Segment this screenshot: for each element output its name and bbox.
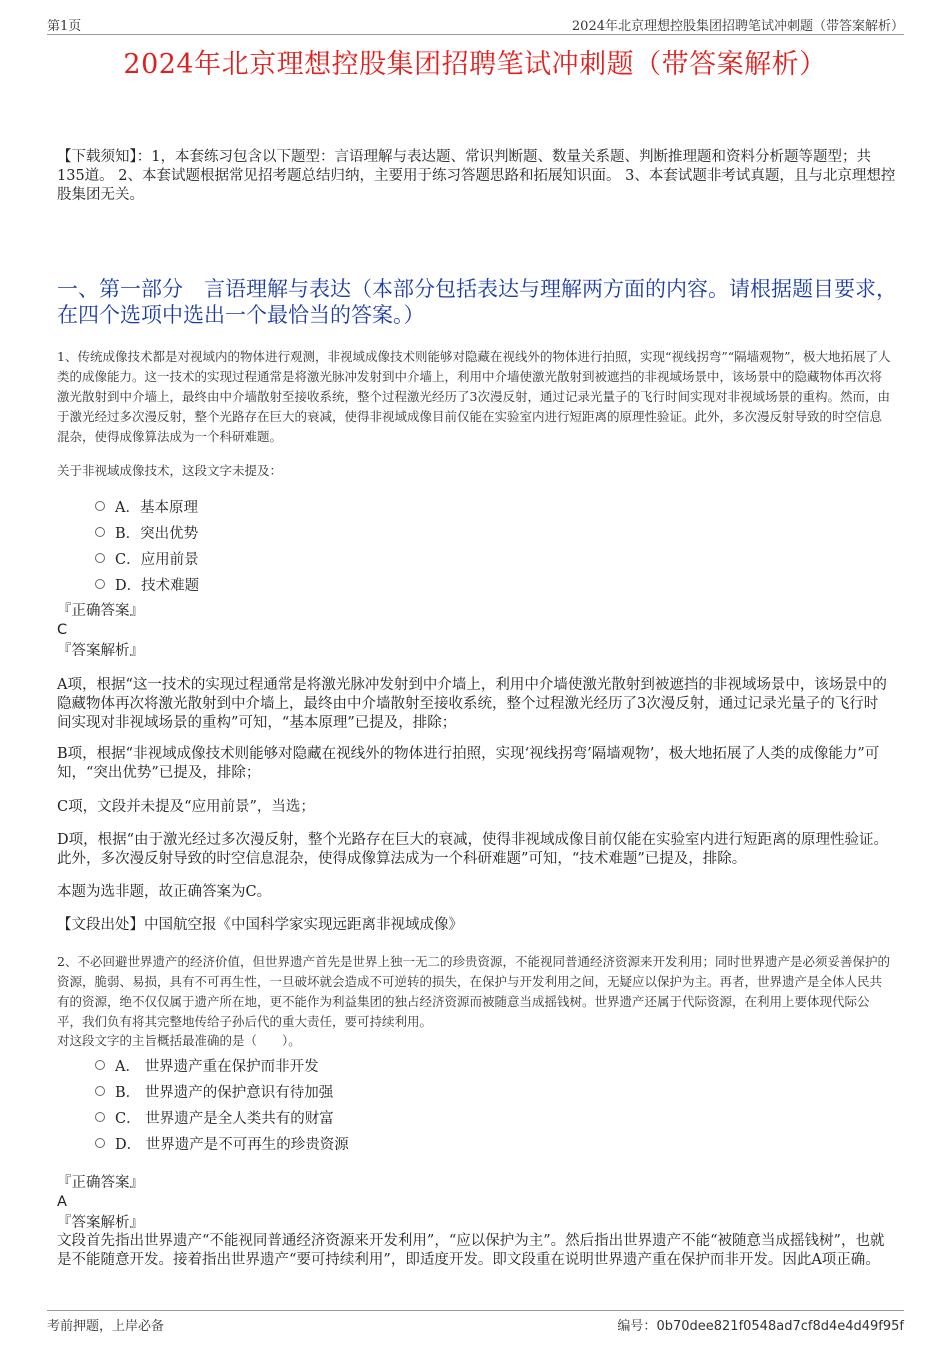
radio-icon[interactable]: [95, 1138, 105, 1148]
radio-icon[interactable]: [95, 1112, 105, 1122]
question-1-option-c[interactable]: [95, 546, 495, 572]
question-2-analysis-label: 『答案解析』: [57, 1215, 144, 1231]
question-1-option-d[interactable]: [95, 572, 495, 598]
question-2-option-d[interactable]: [95, 1131, 495, 1157]
question-1-answer-label: 『正确答案』: [57, 603, 144, 619]
code-label: 编号：: [617, 1319, 657, 1334]
radio-icon[interactable]: [95, 527, 105, 537]
footer-code: [617, 1315, 904, 1334]
question-1-passage: 1、传统成像技术都是对视域内的物体进行观测，非视域成像技术则能够对隐藏在视线外的物体进行拍照，实现“视线拐弯”“隔墙观物”，极大地拓展了人类的成像能力。这一技术的实现过程通常是将激光脉冲发射到中介墙上，利用中介墙使激光散射到被遮挡的非视域场景中，该场景中的隐藏物体再次将激光散射到中介墙上，最终由中介墙散射至接收系统，整个过程激光经历了3次漫反射，通过记录光量子的飞行时间实现对非视域场景的重构。然而，由于激光经过多次漫反射，整个光路存在巨大的衰减，使得非视域成像目前仅能在实验室内进行短距离的原理性验证。此外，多次漫反射导致的时空信息混杂，使得成像算法成为一个科研难题。: [57, 349, 891, 444]
radio-icon[interactable]: [95, 553, 105, 563]
code-value: 0b70dee821f0548ad7cf8d4e4d49f95f: [656, 1319, 904, 1334]
question-1-option-b[interactable]: [95, 520, 495, 546]
option-label: A．基本原理: [115, 500, 198, 516]
question-2-passage: 2、不必回避世界遗产的经济价值，但世界遗产首先是世界上独一无二的珍贵资源，不能视同普通经济资源来开发利用；同时世界遗产是必须妥善保护的资源，脆弱、易损，具有不可再生性，一旦破坏就会造成不可逆转的损失，在保护与开发利用之间，无疑应以保护为主。再者，世界遗产是全体人民共有的资源，绝不仅仅属于遗产所在地，更不能作为利益集团的独占经济资源而被随意当成摇钱树。世界遗产还属于代际资源，在利用上要体现代际公平，我们负有将其完整地传给子孙后代的重大责任，要可持续利用。: [57, 954, 890, 1029]
question-2-option-a[interactable]: [95, 1053, 495, 1079]
question-2-stem: 对这段文字的主旨概括最准确的是（ ）。: [57, 1033, 301, 1048]
question-1-analysis-label: 『答案解析』: [57, 643, 144, 659]
question-2-answer: A: [57, 1194, 67, 1210]
question-1-analysis-a: A项，根据“这一技术的实现过程通常是将激光脉冲发射到中介墙上，利用中介墙使激光散射到被遮挡的非视域场景中，该场景中的隐藏物体再次将激光散射到中介墙上，最终由中介墙散射至接收系统，整个过程激光经历了3次漫反射，通过记录光量子的飞行时间实现对非视域场景的重构”可知，“基本原理”已提及，排除；: [57, 677, 887, 731]
question-1-conclusion: 本题为选非题，故正确答案为C。: [57, 884, 272, 900]
question-2-analysis: 文段首先指出世界遗产“不能视同普通经济资源来开发利用”，“应以保护为主”。然后指出世界遗产不能“被随意当成摇钱树”，也就是不能随意开发。接着指出世界遗产“要可持续利用”，即适度开发。即文段重在说明世界遗产重在保护而非开发。因此A项正确。: [57, 1233, 885, 1268]
question-1-stem: 关于非视域成像技术，这段文字未提及：: [57, 463, 283, 478]
radio-icon[interactable]: [95, 1086, 105, 1096]
page-header: [47, 12, 904, 35]
question-1-source: 【文段出处】中国航空报《中国科学家实现远距离非视域成像》: [57, 917, 463, 933]
question-2-answer-label: 『正确答案』: [57, 1175, 144, 1191]
option-label: A． 世界遗产重在保护而非开发: [115, 1059, 319, 1075]
question-2-option-c[interactable]: [95, 1105, 495, 1131]
radio-icon[interactable]: [95, 579, 105, 589]
question-2-options: [95, 1053, 495, 1157]
question-1-analysis-c: C项，文段并未提及“应用前景”，当选；: [57, 799, 315, 815]
header-doc-title: 2024年北京理想控股集团招聘笔试冲刺题（带答案解析）: [571, 19, 904, 34]
question-1-analysis-d: D项，根据“由于激光经过多次漫反射，整个光路存在巨大的衰减，使得非视域成像目前仅能在实验室内进行短距离的原理性验证。此外，多次漫反射导致的时空信息混杂，使得成像算法成为一个科研难题”可知，“技术难题”已提及，排除。: [57, 832, 889, 867]
footer-slogan: 考前押题，上岸必备: [47, 1319, 165, 1334]
section-heading: 一、第一部分 言语理解与表达（本部分包括表达与理解两方面的内容。请根据题目要求，在四个选项中选出一个最恰当的答案。）: [57, 277, 897, 327]
question-1-answer: C: [57, 622, 68, 638]
question-1-analysis-b: B项，根据“非视域成像技术则能够对隐藏在视线外的物体进行拍照，实现‘视线拐弯’隔墙观物’，极大地拓展了人类的成像能力”可知，“突出优势”已提及，排除；: [57, 746, 880, 781]
option-label: D．技术难题: [115, 578, 200, 594]
page-footer: [47, 1310, 904, 1333]
question-1-option-a[interactable]: [95, 494, 495, 520]
radio-icon[interactable]: [95, 1060, 105, 1070]
option-label: B． 世界遗产的保护意识有待加强: [115, 1085, 334, 1101]
question-2-option-b[interactable]: [95, 1079, 495, 1105]
option-label: D． 世界遗产是不可再生的珍贵资源: [115, 1137, 349, 1153]
question-1-options: [95, 494, 495, 598]
option-label: C． 世界遗产是全人类共有的财富: [115, 1111, 334, 1127]
option-label: C．应用前景: [115, 552, 199, 568]
document-title: 2024年北京理想控股集团招聘笔试冲刺题（带答案解析）: [123, 49, 827, 80]
option-label: B．突出优势: [115, 526, 199, 542]
radio-icon[interactable]: [95, 501, 105, 511]
download-notice: 【下载须知】：1，本套练习包含以下题型：言语理解与表达题、常识判断题、数量关系题、判断推理题和资料分析题等题型；共135道。 2、本套试题根据常见招考题总结归纳，主要用于练习答题思路和拓展知识面。 3、本套试题非考试真题，且与北京理想控股集团无关。: [57, 149, 896, 203]
page-number: 第1页: [47, 19, 82, 34]
